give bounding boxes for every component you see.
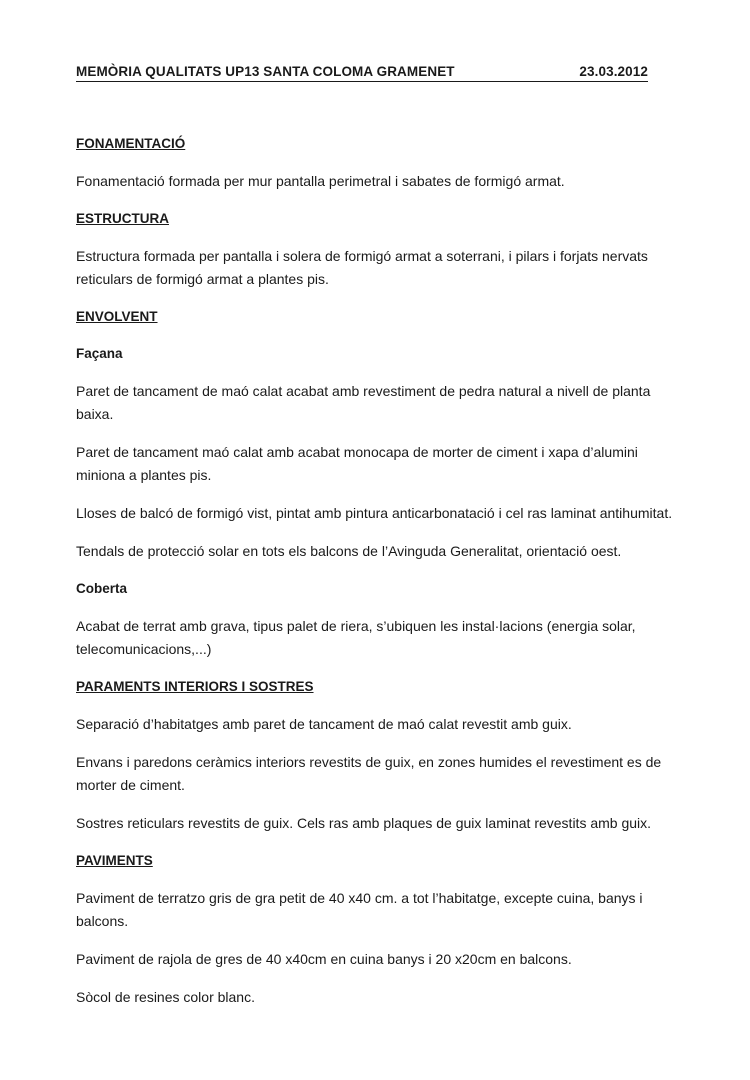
paragraph: Paviment de rajola de gres de 40 x40cm en cuina banys i 20 x20cm en balcons.	[76, 951, 572, 967]
subheading-coberta: Coberta	[76, 581, 128, 596]
section-heading-paviments: PAVIMENTS	[76, 853, 153, 868]
paragraph: Acabat de terrat amb grava, tipus palet de riera, s’ubiquen les instal·lacions (energia solar, telecomunicacions,...)	[76, 618, 636, 657]
section-heading-envolvent: ENVOLVENT	[76, 309, 158, 324]
document-body	[76, 133, 676, 1024]
header-underline	[76, 81, 648, 82]
paragraph: Sòcol de resines color blanc.	[76, 989, 255, 1005]
paragraph: Envans i paredons ceràmics interiors revestits de guix, en zones humides el revestiment es de morter de ciment.	[76, 754, 662, 793]
paragraph: Separació d’habitatges amb paret de tancament de maó calat revestit amb guix.	[76, 716, 572, 732]
paragraph: Tendals de protecció solar en tots els balcons de l’Avinguda Generalitat, orientació oest.	[76, 543, 622, 559]
paragraph: Paviment de terratzo gris de gra petit de 40 x40 cm. a tot l’habitatge, excepte cuina, banys i balcons.	[76, 890, 643, 929]
document-header	[76, 64, 648, 84]
section-heading-estructura: ESTRUCTURA	[76, 211, 169, 226]
paragraph: Paret de tancament maó calat amb acabat monocapa de morter de ciment i xapa d’alumini miniona a plantes pis.	[76, 444, 638, 483]
subheading-facana: Façana	[76, 346, 123, 361]
paragraph: Fonamentació formada per mur pantalla perimetral i sabates de formigó armat.	[76, 173, 565, 189]
document-date: 23.03.2012	[579, 64, 648, 79]
section-heading-fonamentacio: FONAMENTACIÓ	[76, 136, 186, 151]
document-title: MEMÒRIA QUALITATS UP13 SANTA COLOMA GRAMENET	[76, 64, 455, 79]
paragraph: Sostres reticulars revestits de guix. Cels ras amb plaques de guix laminat revestits amb guix.	[76, 815, 652, 831]
paragraph: Estructura formada per pantalla i solera de formigó armat a soterrani, i pilars i forjats nervats reticulars de formigó armat a plantes pis.	[76, 248, 648, 287]
paragraph: Paret de tancament de maó calat acabat amb revestiment de pedra natural a nivell de planta baixa.	[76, 383, 651, 422]
section-heading-paraments: PARAMENTS INTERIORS I SOSTRES	[76, 679, 314, 694]
paragraph: Lloses de balcó de formigó vist, pintat amb pintura anticarbonatació i cel ras laminat antihumitat.	[76, 505, 673, 521]
